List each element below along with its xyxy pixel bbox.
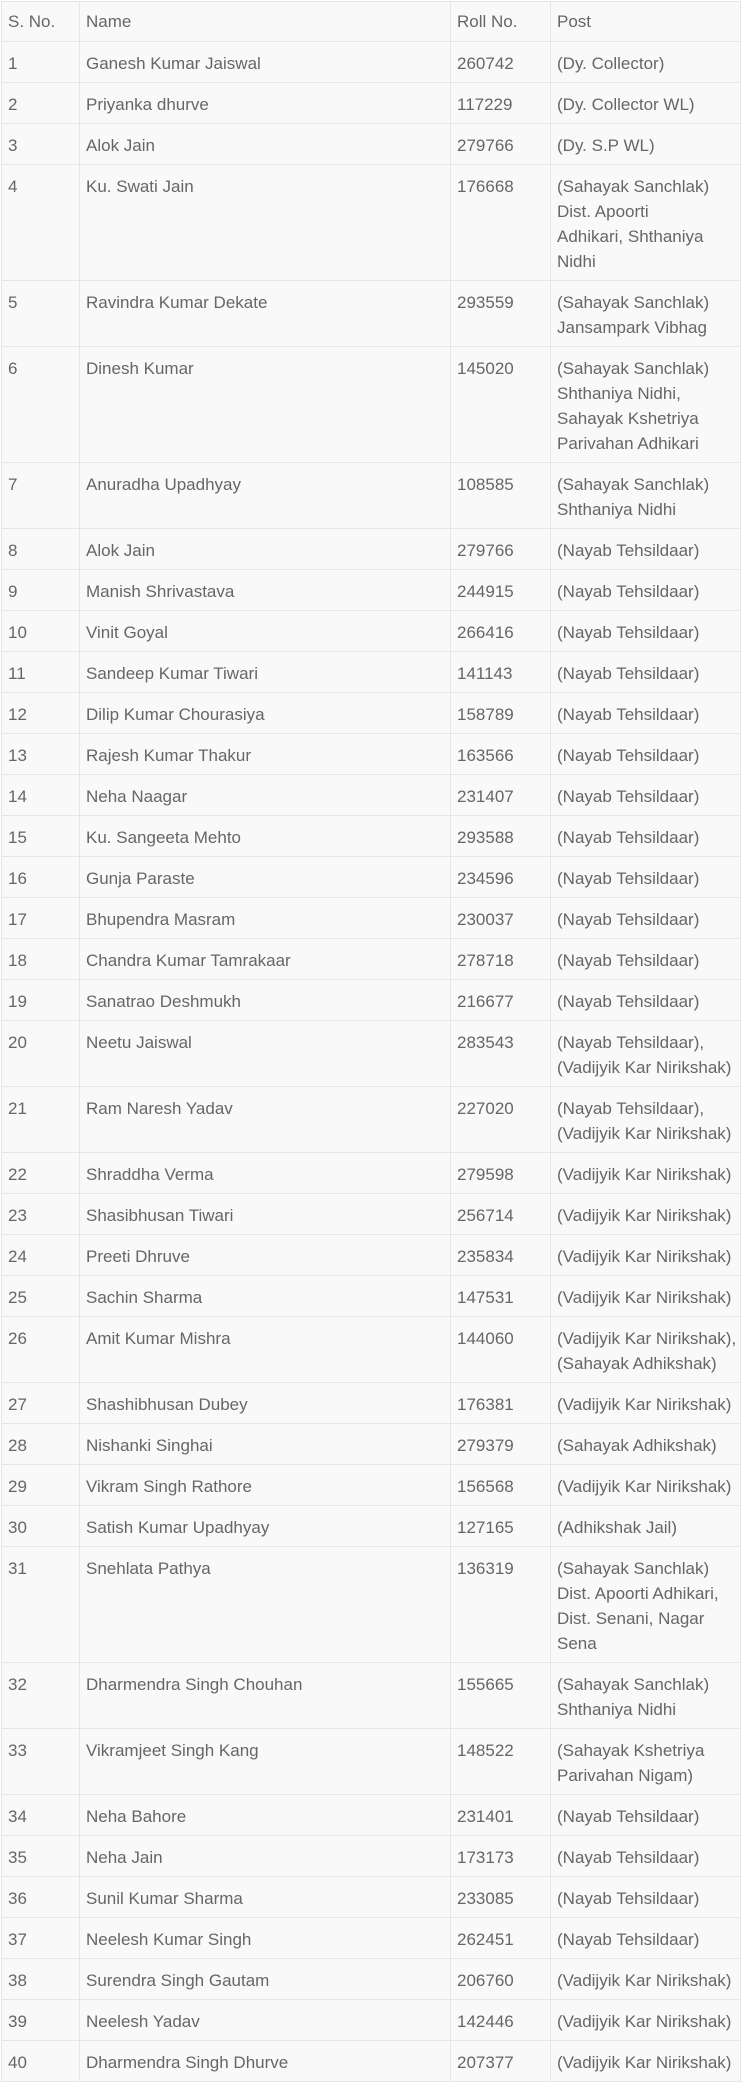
cell-post: (Nayab Tehsildaar) — [551, 898, 741, 939]
cell-post: (Nayab Tehsildaar) — [551, 1877, 741, 1918]
table-row — [2, 1663, 741, 1729]
cell-name: Sachin Sharma — [80, 1276, 451, 1317]
cell-sno: 1 — [2, 42, 80, 83]
cell-post: (Sahayak Sanchlak) Shthaniya Nidhi — [551, 1663, 741, 1729]
cell-post: (Vadijyik Kar Nirikshak) — [551, 1235, 741, 1276]
table-row — [2, 463, 741, 529]
cell-post: (Nayab Tehsildaar) — [551, 652, 741, 693]
cell-roll-no: 158789 — [451, 693, 551, 734]
table-row — [2, 734, 741, 775]
cell-roll-no: 231407 — [451, 775, 551, 816]
cell-sno: 17 — [2, 898, 80, 939]
cell-roll-no: 256714 — [451, 1194, 551, 1235]
cell-name: Snehlata Pathya — [80, 1547, 451, 1663]
table-row — [2, 570, 741, 611]
cell-name: Ram Naresh Yadav — [80, 1087, 451, 1153]
cell-sno: 23 — [2, 1194, 80, 1235]
cell-post: (Nayab Tehsildaar), (Vadijyik Kar Nirikshak) — [551, 1021, 741, 1087]
cell-roll-no: 127165 — [451, 1506, 551, 1547]
cell-roll-no: 108585 — [451, 463, 551, 529]
cell-post: (Vadijyik Kar Nirikshak) — [551, 2041, 741, 2082]
table-row — [2, 1877, 741, 1918]
cell-roll-no: 163566 — [451, 734, 551, 775]
cell-sno: 32 — [2, 1663, 80, 1729]
table-row — [2, 2041, 741, 2082]
cell-post: (Sahayak Sanchlak) Shthaniya Nidhi — [551, 463, 741, 529]
cell-post: (Vadijyik Kar Nirikshak) — [551, 1383, 741, 1424]
cell-roll-no: 235834 — [451, 1235, 551, 1276]
header-name: Name — [80, 2, 451, 42]
cell-sno: 26 — [2, 1317, 80, 1383]
cell-roll-no: 279379 — [451, 1424, 551, 1465]
cell-post: (Vadijyik Kar Nirikshak) — [551, 1194, 741, 1235]
cell-sno: 2 — [2, 83, 80, 124]
cell-post: (Dy. S.P WL) — [551, 124, 741, 165]
cell-roll-no: 244915 — [451, 570, 551, 611]
cell-name: Manish Shrivastava — [80, 570, 451, 611]
table-row — [2, 1317, 741, 1383]
cell-sno: 3 — [2, 124, 80, 165]
table-row — [2, 898, 741, 939]
cell-sno: 24 — [2, 1235, 80, 1276]
cell-post: (Vadijyik Kar Nirikshak) — [551, 2000, 741, 2041]
table-row — [2, 652, 741, 693]
cell-sno: 11 — [2, 652, 80, 693]
cell-name: Bhupendra Masram — [80, 898, 451, 939]
cell-sno: 25 — [2, 1276, 80, 1317]
table-row — [2, 1424, 741, 1465]
cell-sno: 5 — [2, 281, 80, 347]
table-row — [2, 529, 741, 570]
cell-sno: 40 — [2, 2041, 80, 2082]
cell-roll-no: 231401 — [451, 1795, 551, 1836]
table-row — [2, 1383, 741, 1424]
cell-name: Shashibhusan Dubey — [80, 1383, 451, 1424]
table-header — [2, 2, 741, 42]
cell-sno: 13 — [2, 734, 80, 775]
cell-roll-no: 227020 — [451, 1087, 551, 1153]
table-row — [2, 281, 741, 347]
table-row — [2, 1918, 741, 1959]
table-row — [2, 1729, 741, 1795]
cell-name: Alok Jain — [80, 529, 451, 570]
cell-name: Dilip Kumar Chourasiya — [80, 693, 451, 734]
cell-name: Satish Kumar Upadhyay — [80, 1506, 451, 1547]
cell-name: Neha Bahore — [80, 1795, 451, 1836]
cell-roll-no: 207377 — [451, 2041, 551, 2082]
cell-post: (Sahayak Sanchlak) Dist. Apoorti Adhikari, Dist. Senani, Nagar Sena — [551, 1547, 741, 1663]
cell-sno: 30 — [2, 1506, 80, 1547]
cell-post: (Nayab Tehsildaar) — [551, 1795, 741, 1836]
cell-roll-no: 141143 — [451, 652, 551, 693]
cell-sno: 6 — [2, 347, 80, 463]
cell-post: (Nayab Tehsildaar) — [551, 1918, 741, 1959]
cell-name: Ku. Sangeeta Mehto — [80, 816, 451, 857]
cell-roll-no: 260742 — [451, 42, 551, 83]
cell-post: (Vadijyik Kar Nirikshak) — [551, 1465, 741, 1506]
table-row — [2, 1836, 741, 1877]
cell-post: (Vadijyik Kar Nirikshak) — [551, 1153, 741, 1194]
table-row — [2, 1795, 741, 1836]
cell-roll-no: 176668 — [451, 165, 551, 281]
cell-sno: 16 — [2, 857, 80, 898]
cell-post: (Nayab Tehsildaar) — [551, 775, 741, 816]
results-table — [1, 1, 741, 2082]
cell-name: Neha Naagar — [80, 775, 451, 816]
cell-post: (Dy. Collector WL) — [551, 83, 741, 124]
cell-roll-no: 176381 — [451, 1383, 551, 1424]
cell-post: (Adhikshak Jail) — [551, 1506, 741, 1547]
cell-roll-no: 136319 — [451, 1547, 551, 1663]
cell-sno: 18 — [2, 939, 80, 980]
cell-roll-no: 206760 — [451, 1959, 551, 2000]
cell-sno: 29 — [2, 1465, 80, 1506]
cell-sno: 37 — [2, 1918, 80, 1959]
cell-roll-no: 266416 — [451, 611, 551, 652]
cell-sno: 27 — [2, 1383, 80, 1424]
cell-roll-no: 278718 — [451, 939, 551, 980]
table-row — [2, 1153, 741, 1194]
cell-name: Sanatrao Deshmukh — [80, 980, 451, 1021]
cell-post: (Sahayak Adhikshak) — [551, 1424, 741, 1465]
cell-sno: 12 — [2, 693, 80, 734]
cell-name: Ravindra Kumar Dekate — [80, 281, 451, 347]
cell-roll-no: 145020 — [451, 347, 551, 463]
cell-name: Dharmendra Singh Dhurve — [80, 2041, 451, 2082]
cell-post: (Vadijyik Kar Nirikshak) — [551, 1276, 741, 1317]
cell-name: Priyanka dhurve — [80, 83, 451, 124]
cell-sno: 9 — [2, 570, 80, 611]
cell-name: Sandeep Kumar Tiwari — [80, 652, 451, 693]
table-row — [2, 980, 741, 1021]
cell-roll-no: 142446 — [451, 2000, 551, 2041]
table-row — [2, 1021, 741, 1087]
table-row — [2, 83, 741, 124]
cell-sno: 4 — [2, 165, 80, 281]
table-row — [2, 1506, 741, 1547]
cell-roll-no: 279766 — [451, 529, 551, 570]
cell-name: Rajesh Kumar Thakur — [80, 734, 451, 775]
cell-roll-no: 173173 — [451, 1836, 551, 1877]
cell-roll-no: 279598 — [451, 1153, 551, 1194]
table-row — [2, 1465, 741, 1506]
cell-sno: 14 — [2, 775, 80, 816]
header-sno: S. No. — [2, 2, 80, 42]
cell-post: (Nayab Tehsildaar) — [551, 570, 741, 611]
cell-sno: 7 — [2, 463, 80, 529]
cell-roll-no: 230037 — [451, 898, 551, 939]
cell-sno: 22 — [2, 1153, 80, 1194]
cell-name: Shasibhusan Tiwari — [80, 1194, 451, 1235]
cell-name: Anuradha Upadhyay — [80, 463, 451, 529]
table-row — [2, 693, 741, 734]
cell-name: Preeti Dhruve — [80, 1235, 451, 1276]
cell-post: (Nayab Tehsildaar) — [551, 529, 741, 570]
cell-roll-no: 279766 — [451, 124, 551, 165]
cell-post: (Sahayak Sanchlak) Shthaniya Nidhi, Sahayak Kshetriya Parivahan Adhikari — [551, 347, 741, 463]
table-row — [2, 42, 741, 83]
cell-sno: 35 — [2, 1836, 80, 1877]
cell-name: Nishanki Singhai — [80, 1424, 451, 1465]
cell-post: (Nayab Tehsildaar) — [551, 734, 741, 775]
header-post: Post — [551, 2, 741, 42]
cell-sno: 38 — [2, 1959, 80, 2000]
cell-post: (Sahayak Sanchlak) Jansampark Vibhag — [551, 281, 741, 347]
cell-sno: 31 — [2, 1547, 80, 1663]
table-body — [2, 42, 741, 2082]
cell-post: (Vadijyik Kar Nirikshak) — [551, 1959, 741, 2000]
cell-name: Surendra Singh Gautam — [80, 1959, 451, 2000]
cell-sno: 33 — [2, 1729, 80, 1795]
cell-sno: 28 — [2, 1424, 80, 1465]
cell-name: Ganesh Kumar Jaiswal — [80, 42, 451, 83]
cell-sno: 21 — [2, 1087, 80, 1153]
cell-post: (Sahayak Kshetriya Parivahan Nigam) — [551, 1729, 741, 1795]
cell-roll-no: 216677 — [451, 980, 551, 1021]
cell-name: Neetu Jaiswal — [80, 1021, 451, 1087]
cell-post: (Nayab Tehsildaar), (Vadijyik Kar Nirikshak) — [551, 1087, 741, 1153]
cell-name: Gunja Paraste — [80, 857, 451, 898]
cell-sno: 39 — [2, 2000, 80, 2041]
cell-post: (Nayab Tehsildaar) — [551, 693, 741, 734]
cell-roll-no: 117229 — [451, 83, 551, 124]
cell-name: Neelesh Yadav — [80, 2000, 451, 2041]
cell-sno: 10 — [2, 611, 80, 652]
table-row — [2, 611, 741, 652]
table-row — [2, 816, 741, 857]
cell-roll-no: 293559 — [451, 281, 551, 347]
cell-roll-no: 233085 — [451, 1877, 551, 1918]
cell-post: (Nayab Tehsildaar) — [551, 611, 741, 652]
table-row — [2, 1276, 741, 1317]
table-row — [2, 347, 741, 463]
header-roll-no: Roll No. — [451, 2, 551, 42]
cell-roll-no: 147531 — [451, 1276, 551, 1317]
cell-post: (Nayab Tehsildaar) — [551, 980, 741, 1021]
cell-post: (Vadijyik Kar Nirikshak), (Sahayak Adhikshak) — [551, 1317, 741, 1383]
cell-sno: 19 — [2, 980, 80, 1021]
cell-post: (Nayab Tehsildaar) — [551, 939, 741, 980]
cell-name: Alok Jain — [80, 124, 451, 165]
cell-roll-no: 262451 — [451, 1918, 551, 1959]
table-row — [2, 939, 741, 980]
cell-name: Neelesh Kumar Singh — [80, 1918, 451, 1959]
cell-name: Ku. Swati Jain — [80, 165, 451, 281]
cell-name: Vikram Singh Rathore — [80, 1465, 451, 1506]
cell-post: (Nayab Tehsildaar) — [551, 816, 741, 857]
cell-roll-no: 156568 — [451, 1465, 551, 1506]
cell-post: (Nayab Tehsildaar) — [551, 857, 741, 898]
cell-name: Chandra Kumar Tamrakaar — [80, 939, 451, 980]
table-row — [2, 857, 741, 898]
table-row — [2, 1194, 741, 1235]
cell-post: (Dy. Collector) — [551, 42, 741, 83]
cell-roll-no: 234596 — [451, 857, 551, 898]
table-row — [2, 1235, 741, 1276]
cell-roll-no: 148522 — [451, 1729, 551, 1795]
cell-post: (Sahayak Sanchlak) Dist. Apoorti Adhikari, Shthaniya Nidhi — [551, 165, 741, 281]
table-row — [2, 165, 741, 281]
cell-sno: 36 — [2, 1877, 80, 1918]
table-row — [2, 124, 741, 165]
cell-roll-no: 155665 — [451, 1663, 551, 1729]
cell-roll-no: 144060 — [451, 1317, 551, 1383]
cell-sno: 15 — [2, 816, 80, 857]
cell-name: Shraddha Verma — [80, 1153, 451, 1194]
cell-name: Dinesh Kumar — [80, 347, 451, 463]
table-row — [2, 1087, 741, 1153]
cell-name: Dharmendra Singh Chouhan — [80, 1663, 451, 1729]
cell-name: Vinit Goyal — [80, 611, 451, 652]
table-row — [2, 1547, 741, 1663]
cell-sno: 34 — [2, 1795, 80, 1836]
header-row — [2, 2, 741, 42]
cell-name: Sunil Kumar Sharma — [80, 1877, 451, 1918]
cell-sno: 8 — [2, 529, 80, 570]
cell-roll-no: 283543 — [451, 1021, 551, 1087]
table-row — [2, 2000, 741, 2041]
table-row — [2, 775, 741, 816]
cell-name: Vikramjeet Singh Kang — [80, 1729, 451, 1795]
cell-post: (Nayab Tehsildaar) — [551, 1836, 741, 1877]
cell-roll-no: 293588 — [451, 816, 551, 857]
cell-name: Amit Kumar Mishra — [80, 1317, 451, 1383]
cell-name: Neha Jain — [80, 1836, 451, 1877]
cell-sno: 20 — [2, 1021, 80, 1087]
table-row — [2, 1959, 741, 2000]
